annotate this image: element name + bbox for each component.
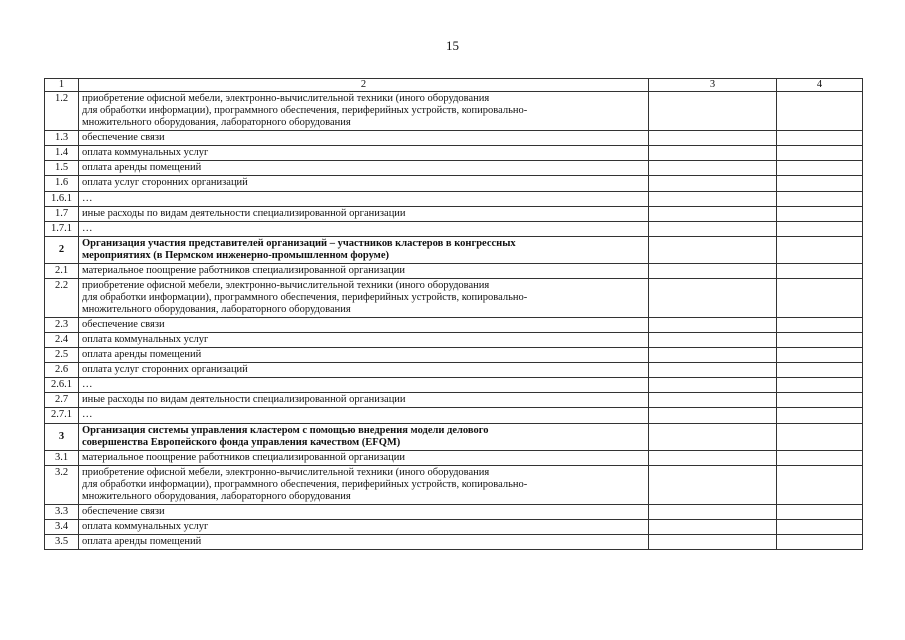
budget-table	[44, 78, 863, 550]
row-cell-col3	[649, 176, 777, 191]
row-cell-col4	[777, 363, 863, 378]
row-description: обеспечение связи	[79, 504, 649, 519]
row-number: 3.1	[45, 450, 79, 465]
row-number: 2.7.1	[45, 408, 79, 423]
row-cell-col3	[649, 263, 777, 278]
row-number: 2.3	[45, 318, 79, 333]
row-number: 3.5	[45, 535, 79, 550]
row-cell-col4	[777, 393, 863, 408]
row-description: материальное поощрение работников специализированной организации	[79, 263, 649, 278]
row-description: оплата коммунальных услуг	[79, 146, 649, 161]
row-cell-col3	[649, 333, 777, 348]
table-row	[45, 176, 863, 191]
row-number: 1.7	[45, 206, 79, 221]
table-row	[45, 504, 863, 519]
table-row	[45, 278, 863, 317]
row-cell-col3	[649, 408, 777, 423]
header-cell-2: 2	[79, 79, 649, 92]
row-cell-col4	[777, 206, 863, 221]
row-cell-col4	[777, 333, 863, 348]
row-cell-col3	[649, 191, 777, 206]
row-cell-col3	[649, 423, 777, 450]
row-description: обеспечение связи	[79, 318, 649, 333]
table-row	[45, 450, 863, 465]
table-row	[45, 92, 863, 131]
row-description: …	[79, 191, 649, 206]
row-number: 2.2	[45, 278, 79, 317]
row-cell-col4	[777, 176, 863, 191]
row-cell-col4	[777, 131, 863, 146]
row-description: оплата коммунальных услуг	[79, 519, 649, 534]
row-number: 2.6.1	[45, 378, 79, 393]
row-cell-col4	[777, 318, 863, 333]
row-cell-col4	[777, 465, 863, 504]
row-number: 2.6	[45, 363, 79, 378]
row-number: 1.3	[45, 131, 79, 146]
row-cell-col4	[777, 263, 863, 278]
table-row	[45, 519, 863, 534]
row-description: иные расходы по видам деятельности специализированной организации	[79, 206, 649, 221]
row-cell-col3	[649, 221, 777, 236]
row-description: обеспечение связи	[79, 131, 649, 146]
table-row	[45, 535, 863, 550]
row-cell-col3	[649, 131, 777, 146]
row-number: 1.6.1	[45, 191, 79, 206]
row-cell-col4	[777, 191, 863, 206]
table-row	[45, 465, 863, 504]
table-row	[45, 363, 863, 378]
row-cell-col3	[649, 348, 777, 363]
row-cell-col4	[777, 535, 863, 550]
row-description: приобретение офисной мебели, электронно-вычислительной техники (иного оборудования для обработки информации), программного обеспечения, периферийных устройств, копировально- множительного оборудования, лабораторного оборудования	[79, 92, 649, 131]
row-cell-col4	[777, 161, 863, 176]
row-description: приобретение офисной мебели, электронно-вычислительной техники (иного оборудования для обработки информации), программного обеспечения, периферийных устройств, копировально- множительного оборудования, лабораторного оборудования	[79, 278, 649, 317]
table-header-row	[45, 79, 863, 92]
header-cell-3: 3	[649, 79, 777, 92]
row-description: …	[79, 378, 649, 393]
row-number: 2.4	[45, 333, 79, 348]
row-number: 3.3	[45, 504, 79, 519]
table-body	[45, 92, 863, 550]
row-number: 3	[45, 423, 79, 450]
row-cell-col4	[777, 221, 863, 236]
table-row	[45, 318, 863, 333]
table-row	[45, 221, 863, 236]
row-description: оплата аренды помещений	[79, 161, 649, 176]
table-row	[45, 206, 863, 221]
row-description: иные расходы по видам деятельности специализированной организации	[79, 393, 649, 408]
table-row	[45, 408, 863, 423]
row-cell-col4	[777, 348, 863, 363]
header-cell-1: 1	[45, 79, 79, 92]
header-cell-4: 4	[777, 79, 863, 92]
row-description: …	[79, 221, 649, 236]
row-description: оплата услуг сторонних организаций	[79, 363, 649, 378]
row-description: Организация системы управления кластером с помощью внедрения модели делового совершенства Европейского фонда управления качеством (EFQM)	[79, 423, 649, 450]
row-cell-col4	[777, 504, 863, 519]
table-row	[45, 333, 863, 348]
row-cell-col3	[649, 92, 777, 131]
table-row	[45, 263, 863, 278]
row-cell-col4	[777, 92, 863, 131]
row-number: 2.1	[45, 263, 79, 278]
table-row	[45, 131, 863, 146]
row-cell-col3	[649, 519, 777, 534]
row-cell-col3	[649, 393, 777, 408]
row-description: …	[79, 408, 649, 423]
row-cell-col4	[777, 408, 863, 423]
row-cell-col3	[649, 378, 777, 393]
page-number: 15	[446, 38, 459, 53]
table-row	[45, 146, 863, 161]
row-cell-col3	[649, 504, 777, 519]
row-cell-col3	[649, 206, 777, 221]
table-row	[45, 161, 863, 176]
row-cell-col4	[777, 519, 863, 534]
row-number: 2	[45, 236, 79, 263]
row-cell-col4	[777, 146, 863, 161]
row-number: 1.4	[45, 146, 79, 161]
row-cell-col3	[649, 465, 777, 504]
row-number: 2.7	[45, 393, 79, 408]
table-row	[45, 378, 863, 393]
row-description: приобретение офисной мебели, электронно-вычислительной техники (иного оборудования для обработки информации), программного обеспечения, периферийных устройств, копировально- множительного оборудования, лабораторного оборудования	[79, 465, 649, 504]
row-cell-col3	[649, 161, 777, 176]
row-cell-col3	[649, 236, 777, 263]
row-cell-col4	[777, 278, 863, 317]
table-row	[45, 191, 863, 206]
row-description: оплата аренды помещений	[79, 535, 649, 550]
row-number: 1.2	[45, 92, 79, 131]
row-cell-col3	[649, 363, 777, 378]
table-row	[45, 393, 863, 408]
row-number: 1.6	[45, 176, 79, 191]
row-description: оплата аренды помещений	[79, 348, 649, 363]
row-cell-col4	[777, 450, 863, 465]
row-cell-col3	[649, 278, 777, 317]
row-cell-col3	[649, 450, 777, 465]
table-row	[45, 348, 863, 363]
row-description: оплата коммунальных услуг	[79, 333, 649, 348]
row-number: 3.4	[45, 519, 79, 534]
section-row	[45, 423, 863, 450]
row-number: 1.7.1	[45, 221, 79, 236]
row-number: 2.5	[45, 348, 79, 363]
row-cell-col3	[649, 146, 777, 161]
section-row	[45, 236, 863, 263]
row-cell-col4	[777, 423, 863, 450]
row-number: 1.5	[45, 161, 79, 176]
row-description: оплата услуг сторонних организаций	[79, 176, 649, 191]
row-cell-col4	[777, 236, 863, 263]
row-description: Организация участия представителей организаций – участников кластеров в конгрессных мероприятиях (в Пермском инженерно-промышленном форуме)	[79, 236, 649, 263]
row-cell-col4	[777, 378, 863, 393]
row-cell-col3	[649, 535, 777, 550]
row-cell-col3	[649, 318, 777, 333]
row-description: материальное поощрение работников специализированной организации	[79, 450, 649, 465]
row-number: 3.2	[45, 465, 79, 504]
